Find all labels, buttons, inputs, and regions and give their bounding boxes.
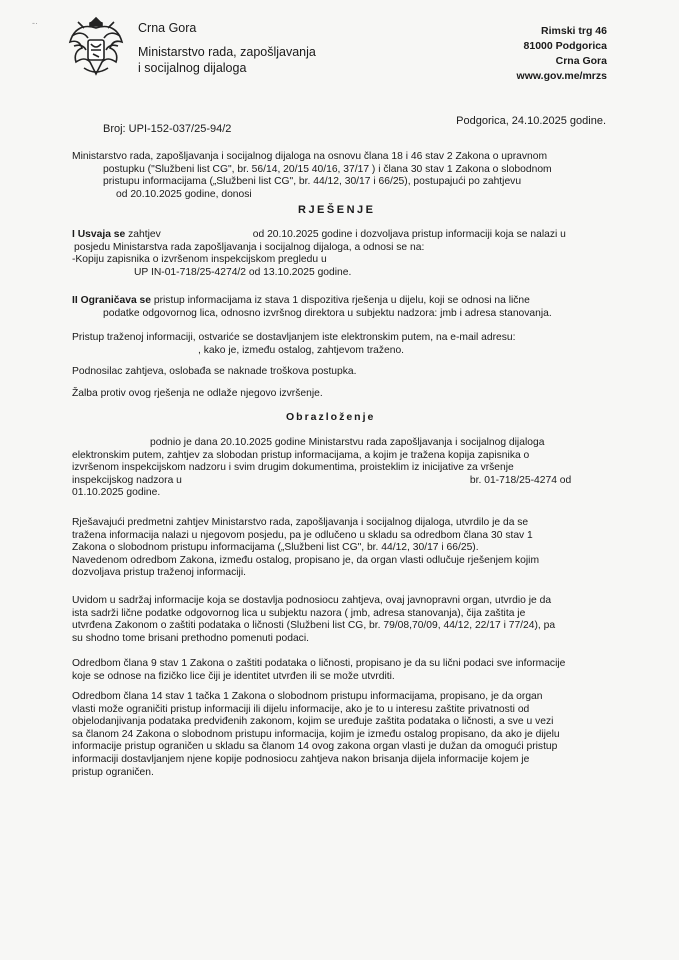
section-1-label: I Usvaja se bbox=[72, 229, 126, 240]
org-ministry: Ministarstvo rada, zapošljavanja bbox=[138, 44, 316, 59]
section-1-text: od 20.10.2025 godine i dozvoljava pristup informaciji koja se nalazi u bbox=[252, 229, 566, 240]
intro-line: postupku ("Službeni list CG", br. 56/14, 20/15 40/16, 37/17 ) i člana 30 stav 1 Zakona o slobodnom bbox=[103, 163, 552, 175]
reasoning-line: tražena informacija nalazi u njegovom posjedu, pa je odlučeno u skladu sa odredbom člana 30 stav 1 bbox=[72, 529, 533, 541]
reasoning-paragraph-3 bbox=[72, 595, 555, 645]
reasoning-line: Navedenom odredbom Zakona, između ostalog, propisano je, da organ vlasti odlučuje rješenjem kojim bbox=[72, 554, 540, 566]
intro-paragraph bbox=[72, 151, 552, 201]
reasoning-line: Odredbom člana 14 stav 1 tačka 1 Zakona o slobodnom pristupu informacijama, propisano, je da organ bbox=[72, 691, 543, 702]
reasoning-line: informaciji dostavljanjem njene kopije podnosiocu zahtjeva nakon brisanja dijela informacije kojem je bbox=[72, 753, 530, 765]
reference-number: Broj: UPI-152-037/25-94/2 bbox=[103, 123, 232, 135]
corner-mark: -· bbox=[32, 18, 38, 28]
reasoning-line: vlasti može ograničiti pristup informaciji ili dijelu informacije, ako je to u interesu zaštite privatnosti od bbox=[72, 703, 530, 715]
section-1-line: UP IN-01-718/25-4274/2 od 13.10.2025 godine. bbox=[134, 266, 352, 278]
reasoning-paragraph-2 bbox=[72, 517, 539, 580]
intro-line: od 20.10.2025 godine, donosi bbox=[116, 188, 252, 200]
reasoning-text: br. 01-718/25-4274 od bbox=[469, 474, 572, 486]
address-street: Rimski trg 46 bbox=[541, 25, 607, 37]
section-1-text: zahtjev bbox=[125, 229, 161, 240]
reasoning-line: su shodno tome brisani prethodno pomenuti podaci. bbox=[72, 632, 309, 644]
section-1-line: -Kopiju zapisnika o izvršenom inspekcijskom pregledu u bbox=[72, 254, 327, 266]
section-3-line: , kako je, između ostalog, zahtjevom traženo. bbox=[198, 344, 405, 356]
reasoning-line: informacije pristup ograničen u skladu sa članom 14 ovog zakona organ vlasti je dužan da omogući pristup bbox=[72, 741, 558, 753]
reasoning-paragraph-5 bbox=[72, 691, 560, 779]
organization-block bbox=[138, 20, 316, 77]
address-website: www.gov.me/mrzs bbox=[516, 70, 607, 82]
section-2-line: podatke odgovornog lica, odnosno izvršnog direktora u subjektu nadzora: jmb i adresa stanovanja. bbox=[103, 307, 552, 319]
section-2 bbox=[72, 295, 552, 320]
reasoning-line: dozvoljava pristup traženoj informaciji. bbox=[72, 567, 246, 579]
address-country: Crna Gora bbox=[555, 55, 607, 67]
reasoning-line: 01.10.2025 godine. bbox=[72, 487, 161, 499]
document-date: Podgorica, 24.10.2025 godine. bbox=[456, 115, 606, 127]
section-1 bbox=[72, 229, 566, 279]
reasoning-paragraph-4 bbox=[72, 658, 565, 683]
reasoning-line: Odredbom člana 9 stav 1 Zakona o zaštiti podataka o ličnosti, propisano je da su lični podaci sve informacije bbox=[72, 658, 566, 669]
section-4: Podnosilac zahtjeva, oslobađa se naknade troškova postupka. bbox=[72, 366, 357, 377]
reasoning-line: ista sadrži lične podatke odgovornog lica u subjektu nazora ( jmb, adresa stanovanja), čija zaštita je bbox=[72, 607, 526, 619]
coat-of-arms-icon bbox=[66, 14, 126, 80]
section-3-line: Pristup traženoj informaciji, ostvariće se dostavljanjem iste elektronskim putem, na e-mail adresu: bbox=[72, 332, 516, 343]
section-5: Žalba protiv ovog rješenja ne odlaže njegovo izvršenje. bbox=[72, 388, 323, 399]
reasoning-line: pristup ograničen. bbox=[72, 766, 154, 778]
section-2-text: pristup informacijama iz stava 1 dispozitiva rješenja u dijelu, koji se odnosi na lične bbox=[151, 295, 530, 306]
reasoning-line: sa članom 24 Zakona o slobodnom pristupu informacija, kojim je između ostalog propisano, da ako je dijelu bbox=[72, 728, 560, 740]
reasoning-line: objelodanjivanja podataka predviđenih zakonom, kojim se uređuje zaštita podataka o ličnosti, a sve u vezi bbox=[72, 716, 554, 728]
reasoning-text: inspekcijskog nadzora u bbox=[72, 474, 182, 486]
section-2-label: II Ograničava se bbox=[72, 295, 151, 306]
decision-title: RJEŠENJE bbox=[298, 204, 376, 216]
org-ministry-cont: i socijalnog dijaloga bbox=[138, 61, 247, 75]
intro-line: Ministarstvo rada, zapošljavanja i socijalnog dijaloga na osnovu člana 18 i 46 stav 2 Zakona o upravnom bbox=[72, 151, 548, 162]
section-3 bbox=[72, 332, 516, 357]
org-country: Crna Gora bbox=[138, 21, 197, 35]
reasoning-line: koje se odnose na fizičko lice čiji je identitet utvrđen ili se može utvrditi. bbox=[72, 670, 395, 682]
reasoning-line: izvršenom inspekcijskom nadzoru i svim drugim dokumentima, proisteklim iz inicijative za vršenje bbox=[72, 462, 514, 474]
reasoning-title: Obrazloženje bbox=[286, 411, 376, 423]
reasoning-line: elektronskim putem, zahtjev za slobodan pristup informacijama, a kojim je tražena kopija zapisnika o bbox=[72, 449, 530, 461]
address-block bbox=[517, 24, 607, 84]
section-1-line: posjedu Ministarstva rada zapošljavanja i socijalnog dijaloga, a odnosi se na: bbox=[74, 241, 425, 253]
reasoning-paragraph-1 bbox=[72, 437, 571, 500]
reasoning-line: Uvidom u sadržaj informacije koja se dostavlja podnosiocu zahtjeva, ovaj javnopravni organ, utvrdio je da bbox=[72, 595, 552, 606]
reasoning-line: podnio je dana 20.10.2025 godine Ministarstvu rada zapošljavanja i socijalnog dijaloga bbox=[150, 437, 545, 448]
address-city: 81000 Podgorica bbox=[523, 40, 607, 52]
reasoning-line: Zakona o slobodnom pristupu informacijama („Službeni list CG", br. 44/12, 30/17 i 66/25). bbox=[72, 542, 479, 554]
intro-line: pristupu informacijama („Službeni list CG", br. 44/12, 30/17 i 66/25), postupajući po zahtjevu bbox=[103, 176, 522, 188]
reasoning-line: utvrđena Zakonom o zaštiti podataka o ličnosti (Službeni list CG, br. 79/08,70/09, 44/12, 22/17 i 77/24), pa bbox=[72, 620, 556, 632]
reasoning-line: Rješavajući predmetni zahtjev Ministarstvo rada, zapošljavanja i socijalnog dijaloga, utvrdilo je da se bbox=[72, 517, 529, 528]
